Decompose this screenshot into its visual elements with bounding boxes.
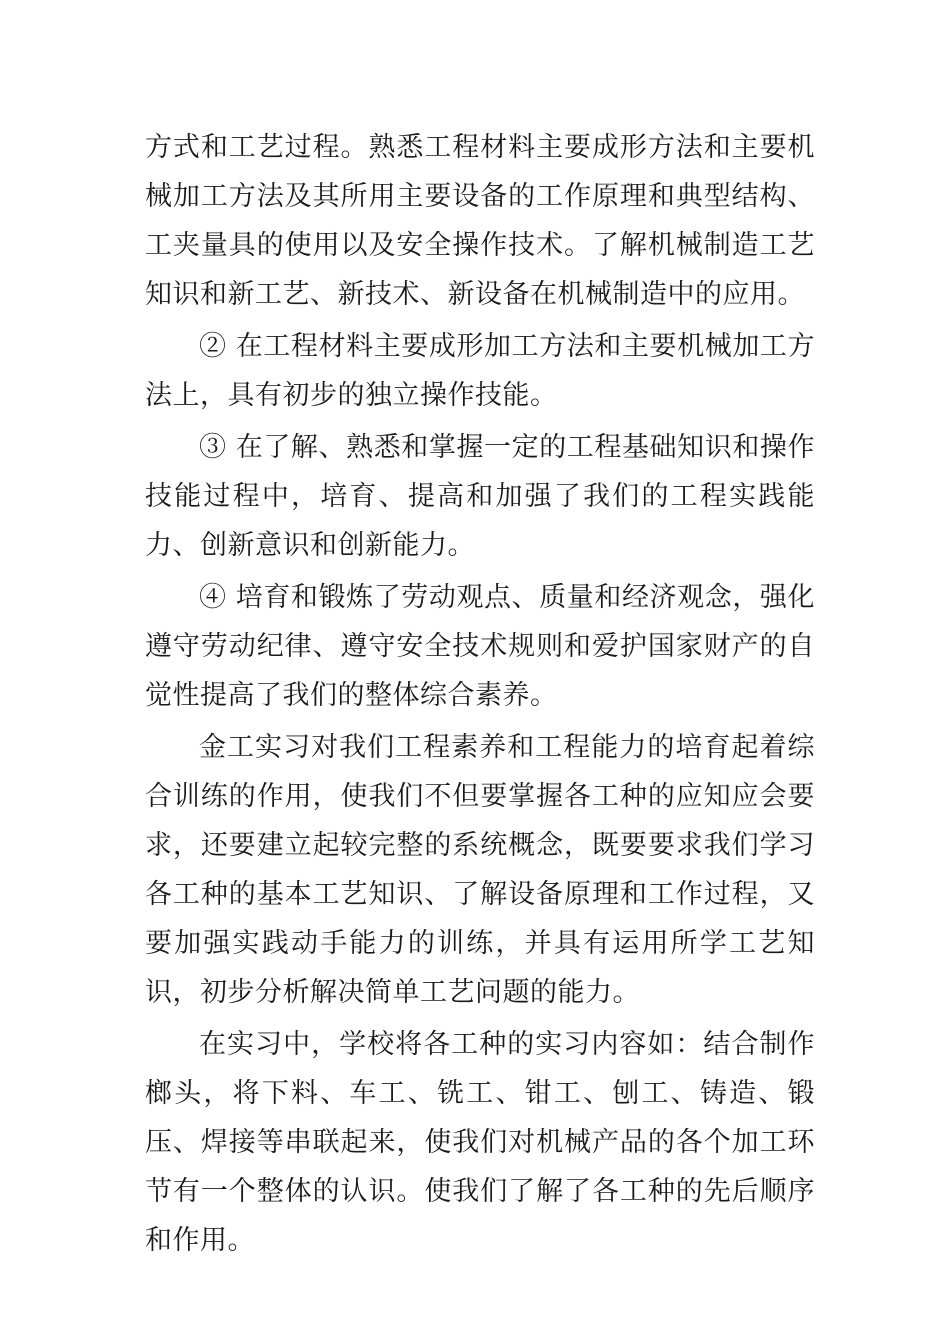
paragraph-continuation: 方式和工艺过程。熟悉工程材料主要成形方法和主要机械加工方法及其所用主要设备的工作原理和典型结构、工夹量具的使用以及安全操作技术。了解机械制造工艺知识和新工艺、新技术、新设备在机械制造中的应用。 [145, 132, 815, 310]
paragraph-practice: 在实习中，学校将各工种的实习内容如：结合制作榔头，将下料、车工、铣工、钳工、刨工、铸造、锻压、焊接等串联起来，使我们对机械产品的各个加工环节有一个整体的认识。使我们了解了各工种的先后顺序和作用。 [145, 1029, 815, 1256]
paragraph-training: 金工实习对我们工程素养和工程能力的培育起着综合训练的作用，使我们不但要掌握各工种的应知应会要求，还要建立起较完整的系统概念，既要要求我们学习各工种的基本工艺知识、了解设备原理和工作过程，又要加强实践动手能力的训练，并具有运用所学工艺知识，初步分析解决简单工艺问题的能力。 [145, 732, 815, 1008]
paragraph-item-3: ③ 在了解、熟悉和掌握一定的工程基础知识和操作技能过程中，培育、提高和加强了我们的工程实践能力、创新意识和创新能力。 [145, 432, 815, 561]
paragraph-item-2: ② 在工程材料主要成形加工方法和主要机械加工方法上，具有初步的独立操作技能。 [145, 331, 815, 411]
document-body [145, 123, 815, 1265]
paragraph-item-4: ④ 培育和锻炼了劳动观点、质量和经济观念，强化遵守劳动纪律、遵守安全技术规则和爱护国家财产的自觉性提高了我们的整体综合素养。 [145, 582, 815, 711]
